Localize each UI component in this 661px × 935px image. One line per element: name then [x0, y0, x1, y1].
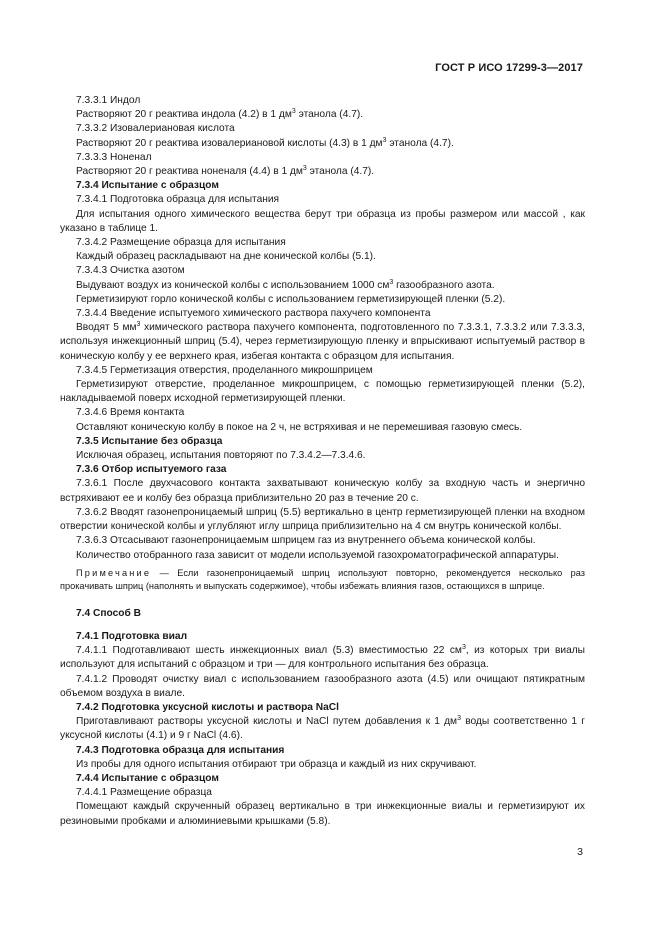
paragraph: Растворяют 20 г реактива изовалериановой кислоты (4.3) в 1 $дм^3$ этанола (4.7). — [76, 136, 454, 149]
paragraph: Помещают каждый скрученный образец вертикально в три инжекционные виалы и герметизируют их резиновыми пробками и алюминиевыми крышками (5.8). — [60, 801, 585, 827]
paragraph: Исключая образец, испытания повторяют по 7.3.4.2—7.3.4.6. — [76, 450, 366, 462]
heading-7-4: 7.4 Способ В — [76, 607, 141, 619]
heading-7-4-3: 7.4.3 Подготовка образца для испытания — [76, 744, 285, 756]
clause-7-4-1-1: 7.4.1.1 Подготавливают шесть инжекционных виал (5.3) вместимостью 22 $см^3$, из которых три виалы используют для испытаний с образцом и три — для контрольного испытания без образца. — [60, 644, 586, 671]
clause-7-3-3-1: 7.3.3.1 Индол — [76, 95, 141, 106]
paragraph: Количество отобранного газа зависит от модели используемой газохроматографической аппаратуры. — [76, 549, 559, 561]
clause-7-3-4-6: 7.3.4.6 Время контакта — [76, 407, 185, 419]
clause-7-3-6-3: 7.3.6.3 Отсасывают газонепроницаемым шприцем газ из внутреннего объема конической колбы. — [76, 535, 536, 547]
clause-7-3-4-1: 7.3.4.1 Подготовка образца для испытания — [76, 194, 280, 206]
document-body — [60, 94, 585, 829]
clause-7-3-4-5: 7.3.4.5 Герметизация отверстия, проделанного микрошприцем — [76, 364, 373, 376]
paragraph: Приготавливают растворы уксусной кислоты и NaCl путем добавления к 1 $дм^3$ воды соответственно 1 г уксусной кислоты (4.1) и 9 г NaCl (4.6). — [60, 715, 585, 742]
clause-7-3-4-4: 7.3.4.4 Введение испытуемого химического раствора пахучего компонента — [76, 308, 431, 320]
clause-7-3-4-3: 7.3.4.3 Очистка азотом — [76, 265, 185, 277]
clause-7-3-4-2: 7.3.4.2 Размещение образца для испытания — [76, 237, 286, 249]
clause-7-4-1-2: 7.4.1.2 Проводят очистку виал с использованием газообразного азота (4.5) или очищают пятикратным объемом воздуха в виале. — [60, 673, 585, 699]
clause-7-4-4-1: 7.4.4.1 Размещение образца — [76, 787, 212, 799]
paragraph: Из пробы для одного испытания отбирают три образца и каждый из них скручивают. — [76, 758, 477, 770]
heading-7-4-1: 7.4.1 Подготовка виал — [76, 630, 188, 642]
note — [60, 567, 585, 593]
heading-7-3-4: 7.3.4 Испытание с образцом — [76, 180, 219, 192]
note-text: — Если газонепроницаемый шприц используют повторно, рекомендуется несколько раз прокачивать шприц (наполнять и выпускать содержимое), чтобы избежать влияния газов, остающихся в шприце. — [60, 567, 585, 591]
clause-7-3-6-1: 7.3.6.1 После двухчасового контакта захватывают коническую колбу за входную часть и энергично встряхивают ее и колбу без образца приблизительно 20 раз в течение 20 с. — [60, 478, 585, 504]
paragraph: Выдувают воздух из конической колбы с использованием 1000 $см^3$ газообразного азота. — [76, 278, 495, 291]
paragraph: Для испытания одного химического вещества берут три образца из пробы размером или массой , как указано в таблице 1. — [60, 208, 585, 234]
paragraph: Герметизируют горло конической колбы с использованием герметизирующей пленки (5.2). — [76, 293, 506, 305]
clause-7-3-3-3: 7.3.3.3 Ноненал — [76, 151, 152, 163]
paragraph: Герметизируют отверстие, проделанное микрошприцем, с помощью герметизирующей пленки (5.2), накладываемой поверх исходной герметизирующей пленки. — [60, 379, 585, 405]
page-number: 3 — [577, 846, 583, 858]
heading-7-4-2: 7.4.2 Подготовка уксусной кислоты и раствора NaCl — [76, 701, 339, 713]
heading-7-4-4: 7.4.4 Испытание с образцом — [76, 772, 219, 784]
document-header: ГОСТ Р ИСО 17299-3—2017 — [435, 62, 583, 74]
paragraph: Растворяют 20 г реактива индола (4.2) в 1 $дм^3$ этанола (4.7). — [76, 108, 364, 121]
heading-7-3-5: 7.3.5 Испытание без образца — [76, 435, 223, 447]
clause-7-3-3-2: 7.3.3.2 Изовалериановая кислота — [76, 123, 235, 135]
paragraph: Каждый образец раскладывают на дне конической колбы (5.1). — [76, 251, 376, 263]
heading-7-3-6: 7.3.6 Отбор испытуемого газа — [76, 464, 227, 476]
note-label: Примечание — [76, 567, 152, 578]
paragraph: Растворяют 20 г реактива ноненаля (4.4) в 1 $дм^3$ этанола (4.7). — [76, 165, 375, 178]
paragraph: Вводят 5 $мм^3$ химического раствора пахучего компонента, подготовленного по 7.3.3.1, 7.3.3.2 или 7.3.3.3, используя инжекционный шприц (5.4), через герметизирующую пленку и впрыскивают испытуемый раствор в коническую колбу у ее верхнего края, избегая контакта с образцом для испытания. — [60, 321, 585, 362]
paragraph: Оставляют коническую колбу в покое на 2 ч, не встряхивая и не перемешивая газовую смесь. — [76, 421, 523, 433]
clause-7-3-6-2: 7.3.6.2 Вводят газонепроницаемый шприц (5.5) вертикально в центр герметизирующей пленки на входном отверстии конической колбы и углубляют иглу шприца приблизительно на 4 см внутрь конической колбы. — [60, 506, 585, 533]
